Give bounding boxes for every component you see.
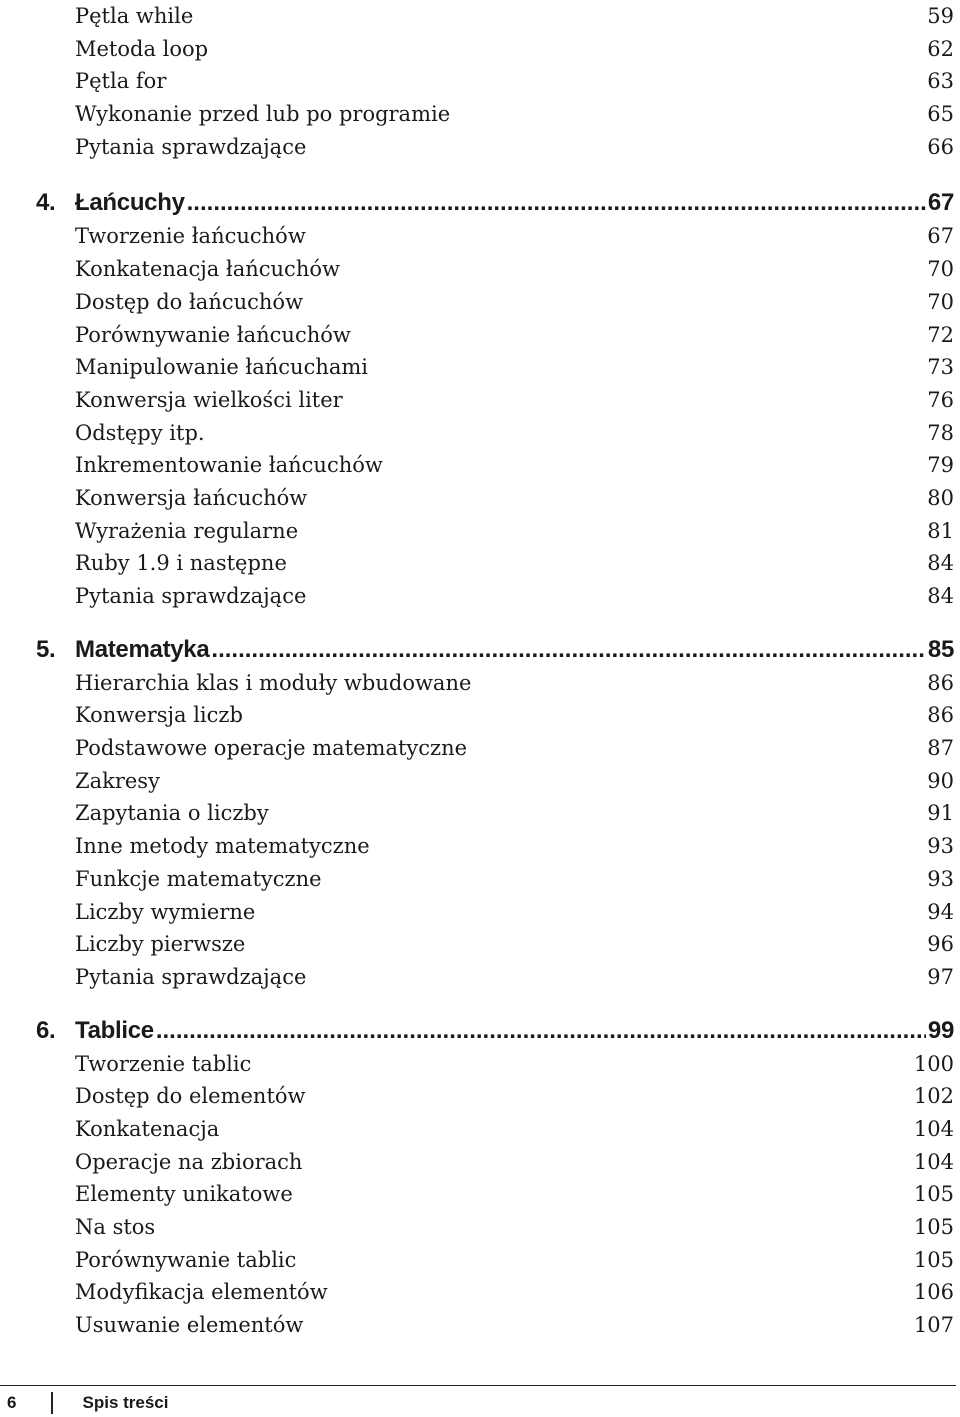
toc-entry-title: Konkatenacja łańcuchów	[75, 257, 340, 282]
toc-entry-title: Porównywanie łańcuchów	[75, 322, 351, 347]
toc-entry[interactable]	[36, 547, 954, 580]
toc-entry-page: 86	[927, 670, 954, 695]
toc-entry-page: 70	[927, 257, 954, 282]
toc-entry[interactable]	[36, 417, 954, 450]
toc-entry[interactable]	[36, 515, 954, 548]
toc-entry[interactable]	[36, 732, 954, 765]
footer-rule	[0, 1385, 956, 1386]
dot-leader	[211, 633, 925, 667]
toc-entry-page: 70	[927, 289, 954, 314]
toc-entry[interactable]	[36, 1048, 954, 1081]
toc-entry-title: Konwersja wielkości liter	[75, 387, 343, 412]
toc-entry-title: Liczby pierwsze	[75, 932, 246, 957]
toc-entry[interactable]	[36, 1080, 954, 1113]
toc-entry-title: Operacje na zbiorach	[75, 1149, 303, 1174]
toc-entry[interactable]	[36, 863, 954, 896]
toc-entry-title: Podstawowe operacje matematyczne	[75, 736, 468, 761]
chapter-number: 6.	[36, 1016, 56, 1044]
toc-entry-title: Pytania sprawdzające	[75, 584, 307, 608]
toc-entry-page: 84	[927, 551, 954, 576]
chapter-title: Matematyka	[75, 635, 210, 663]
toc-entry-page: 76	[927, 387, 954, 412]
chapter-page: 85	[927, 635, 954, 663]
chapter-title: Łańcuchy	[75, 189, 185, 217]
toc-entry-page: 62	[927, 36, 954, 61]
toc-entry-title: Modyfikacja elementów	[75, 1280, 328, 1305]
toc-entry[interactable]	[36, 830, 954, 863]
chapter-page: 67	[927, 189, 954, 217]
toc-entry-title: Pętla while	[75, 4, 194, 28]
table-of-contents	[36, 0, 954, 1342]
toc-section	[36, 186, 954, 612]
toc-entry-page: 73	[927, 355, 954, 380]
toc-section	[36, 0, 954, 163]
toc-entry-page: 66	[927, 134, 954, 159]
toc-entry[interactable]	[36, 1309, 954, 1342]
footer-page-number: 6	[7, 1393, 17, 1412]
chapter-heading[interactable]	[36, 186, 954, 220]
toc-entry-title: Konwersja łańcuchów	[75, 485, 308, 510]
toc-entry[interactable]	[36, 253, 954, 286]
chapter-heading[interactable]	[36, 633, 954, 667]
toc-section	[36, 1014, 954, 1342]
toc-entry-page: 84	[927, 584, 954, 608]
toc-entry-page: 80	[927, 485, 954, 510]
toc-entry[interactable]	[36, 384, 954, 417]
toc-entry-title: Elementy unikatowe	[75, 1182, 293, 1207]
toc-entry-page: 96	[927, 932, 954, 957]
toc-entry-title: Pętla for	[75, 69, 167, 94]
chapter-number: 5.	[36, 635, 56, 663]
toc-entry[interactable]	[36, 65, 954, 98]
toc-entry-page: 97	[927, 964, 954, 989]
toc-entry-page: 107	[913, 1313, 954, 1338]
chapter-title: Tablice	[75, 1016, 154, 1044]
toc-entry[interactable]	[36, 1146, 954, 1179]
chapter-number: 4.	[36, 189, 56, 217]
toc-entry-title: Ruby 1.9 i następne	[75, 551, 287, 576]
toc-entry-title: Pytania sprawdzające	[75, 964, 307, 989]
toc-entry-page: 104	[913, 1149, 954, 1174]
toc-entry[interactable]	[36, 1113, 954, 1146]
footer-running-title: Spis treści	[82, 1393, 169, 1412]
toc-entry[interactable]	[36, 896, 954, 929]
toc-entry-title: Funkcje matematyczne	[75, 866, 322, 891]
footer-separator	[51, 1392, 53, 1414]
toc-entry-page: 105	[913, 1247, 954, 1272]
toc-entry-page: 72	[927, 322, 954, 347]
toc-entry[interactable]	[36, 1178, 954, 1211]
toc-entry-page: 65	[927, 102, 954, 127]
toc-entry-page: 94	[927, 899, 954, 924]
toc-entry-title: Hierarchia klas i moduły wbudowane	[75, 670, 472, 695]
toc-entry[interactable]	[36, 220, 954, 253]
toc-entry[interactable]	[36, 449, 954, 482]
page-footer	[7, 1390, 169, 1416]
toc-entry-page: 104	[913, 1116, 954, 1141]
toc-entry[interactable]	[36, 1244, 954, 1277]
toc-entry[interactable]	[36, 928, 954, 961]
dot-leader	[187, 186, 926, 220]
toc-entry-page: 102	[913, 1084, 954, 1109]
toc-entry-page: 93	[927, 866, 954, 891]
toc-entry[interactable]	[36, 286, 954, 319]
toc-entry-page: 67	[927, 224, 954, 249]
toc-entry-title: Porównywanie tablic	[75, 1247, 297, 1272]
toc-entry[interactable]	[36, 0, 954, 33]
toc-entry[interactable]	[36, 961, 954, 994]
toc-entry-title: Zakresy	[75, 768, 160, 793]
toc-entry-title: Manipulowanie łańcuchami	[75, 355, 369, 380]
toc-entry-title: Liczby wymierne	[75, 899, 256, 924]
toc-entry[interactable]	[36, 319, 954, 352]
toc-entry[interactable]	[36, 131, 954, 164]
toc-entry-page: 63	[927, 69, 954, 94]
toc-entry-page: 79	[927, 453, 954, 478]
toc-entry-title: Metoda loop	[75, 36, 209, 61]
toc-entry[interactable]	[36, 699, 954, 732]
toc-entry-title: Dostęp do łańcuchów	[75, 289, 304, 314]
toc-entry-title: Pytania sprawdzające	[75, 134, 307, 159]
toc-entry-title: Usuwanie elementów	[75, 1313, 304, 1338]
toc-entry[interactable]	[36, 482, 954, 515]
toc-entry[interactable]	[36, 765, 954, 798]
toc-entry-title: Tworzenie tablic	[75, 1051, 252, 1076]
toc-entry[interactable]	[36, 351, 954, 384]
toc-entry[interactable]	[36, 33, 954, 66]
toc-entry-title: Wykonanie przed lub po programie	[75, 102, 451, 127]
toc-entry-title: Konwersja liczb	[75, 703, 243, 728]
toc-entry-page: 106	[913, 1280, 954, 1305]
toc-entry[interactable]	[36, 1276, 954, 1309]
toc-entry-page: 105	[913, 1182, 954, 1207]
toc-entry-title: Inkrementowanie łańcuchów	[75, 453, 383, 478]
toc-entry[interactable]	[36, 797, 954, 830]
toc-entry-title: Na stos	[75, 1215, 156, 1239]
toc-entry[interactable]	[36, 667, 954, 700]
toc-entry[interactable]	[36, 1211, 954, 1244]
toc-entry-title: Dostęp do elementów	[75, 1084, 306, 1109]
toc-entry-page: 105	[913, 1215, 954, 1239]
toc-entry[interactable]	[36, 580, 954, 613]
toc-entry-page: 100	[913, 1051, 954, 1076]
toc-entry-title: Inne metody matematyczne	[75, 834, 370, 859]
toc-entry-page: 81	[927, 518, 954, 543]
toc-entry-page: 91	[927, 801, 954, 826]
toc-entry-page: 87	[927, 736, 954, 761]
toc-entry-title: Tworzenie łańcuchów	[75, 224, 306, 249]
toc-entry-page: 93	[927, 834, 954, 859]
dot-leader	[156, 1014, 926, 1048]
toc-entry-title: Zapytania o liczby	[75, 801, 269, 826]
toc-section	[36, 633, 954, 994]
toc-entry-page: 90	[927, 768, 954, 793]
chapter-page: 99	[927, 1016, 954, 1044]
toc-entry-title: Konkatenacja	[75, 1116, 220, 1141]
toc-entry-title: Wyrażenia regularne	[75, 518, 299, 543]
toc-entry-page: 86	[927, 703, 954, 728]
chapter-heading[interactable]	[36, 1014, 954, 1048]
toc-entry-page: 78	[927, 420, 954, 445]
toc-entry-page: 59	[927, 4, 954, 28]
toc-entry[interactable]	[36, 98, 954, 131]
toc-entry-title: Odstępy itp.	[75, 420, 205, 445]
